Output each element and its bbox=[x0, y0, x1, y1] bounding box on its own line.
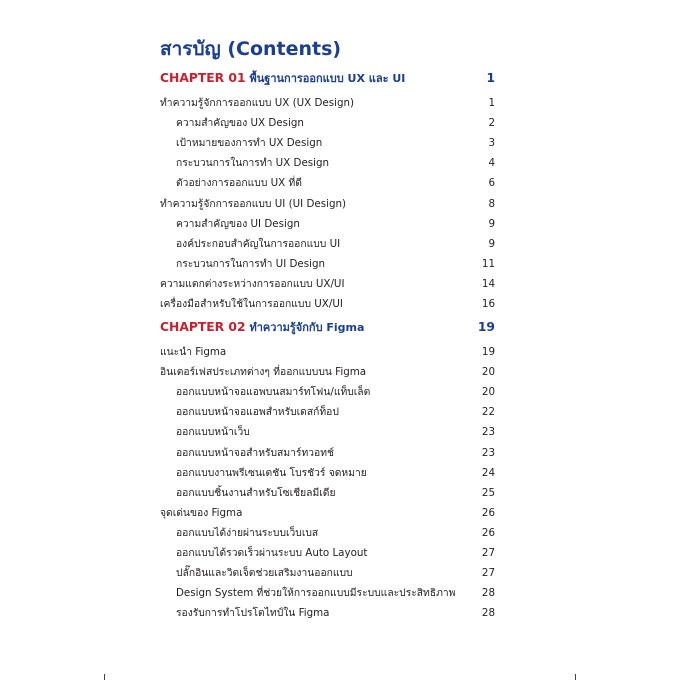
toc-entry[interactable] bbox=[0, 296, 680, 316]
toc-subentry[interactable] bbox=[0, 445, 680, 465]
entry-title: ตัวอย่างการออกแบบ UX ที่ดี bbox=[176, 177, 302, 190]
entry-title: เครื่องมือสำหรับใช้ในการออกแบบ UX/UI bbox=[160, 298, 343, 310]
toc-subentry[interactable] bbox=[0, 605, 680, 625]
chapter-heading[interactable] bbox=[0, 70, 680, 90]
toc-subentry[interactable] bbox=[0, 545, 680, 565]
entry-title: กระบวนการในการทำ UI Design bbox=[176, 257, 326, 270]
entry-page-number: 3 bbox=[488, 137, 495, 150]
toc-entry[interactable] bbox=[0, 364, 680, 384]
entry-title: เป้าหมายของการทำ UX Design bbox=[176, 137, 323, 150]
entry-page-number: 23 bbox=[481, 426, 495, 439]
chapter-heading[interactable] bbox=[0, 319, 680, 339]
entry-page-number: 25 bbox=[481, 486, 495, 499]
toc-subentry[interactable] bbox=[0, 404, 680, 424]
entry-title: ออกแบบหน้าจอแอพสำหรับเดสก์ท็อป bbox=[176, 406, 339, 419]
entry-title: ออกแบบได้รวดเร็วผ่านระบบ Auto Layout bbox=[176, 547, 368, 559]
entry-title: ออกแบบชิ้นงานสำหรับโซเชียลมีเดีย bbox=[176, 486, 336, 499]
toc-entry[interactable] bbox=[0, 276, 680, 296]
entry-title: ออกแบบหน้าจอแอพบนสมาร์ทโฟน/แท็บเล็ต bbox=[176, 386, 371, 399]
toc-subentry[interactable] bbox=[0, 135, 680, 155]
entry-title: อินเตอร์เฟสประเภทต่างๆ ที่ออกแบบบน Figma bbox=[160, 366, 367, 379]
entry-page-number: 9 bbox=[488, 237, 495, 250]
entry-title: ทำความรู้จักการออกแบบ UX (UX Design) bbox=[160, 97, 355, 109]
entry-title: ออกแบบหน้าจอสำหรับสมาร์ทวอทช์ bbox=[176, 446, 334, 459]
entry-page-number: 14 bbox=[481, 277, 495, 290]
chapter-page-number: 19 bbox=[477, 320, 495, 334]
entry-title: ความแตกต่างระหว่างการออกแบบ UX/UI bbox=[160, 277, 345, 290]
toc-subentry[interactable] bbox=[0, 216, 680, 236]
entry-page-number: 6 bbox=[488, 177, 495, 190]
entry-title: ออกแบบได้ง่ายผ่านระบบเว็บเบส bbox=[176, 526, 319, 539]
toc-subentry[interactable] bbox=[0, 465, 680, 485]
toc-subentry[interactable] bbox=[0, 485, 680, 505]
toc-subentry[interactable] bbox=[0, 384, 680, 404]
crop-mark bbox=[104, 674, 105, 680]
toc-subentry[interactable] bbox=[0, 115, 680, 135]
entry-title: ออกแบบงานพรีเซนเตชัน โบรชัวร์ จดหมาย bbox=[176, 466, 367, 479]
toc-subentry[interactable] bbox=[0, 155, 680, 175]
entry-title: กระบวนการในการทำ UX Design bbox=[176, 157, 330, 170]
entry-page-number: 19 bbox=[481, 346, 495, 358]
entry-title: Design System ที่ช่วยให้การออกแบบมีระบบและประสิทธิภาพ bbox=[176, 587, 456, 600]
toc-subentry[interactable] bbox=[0, 236, 680, 256]
entry-page-number: 26 bbox=[481, 526, 495, 539]
entry-page-number: 27 bbox=[481, 547, 495, 559]
entry-page-number: 11 bbox=[481, 257, 495, 270]
chapter-name: พื้นฐานการออกแบบ UX และ UI bbox=[249, 72, 406, 85]
entry-page-number: 23 bbox=[481, 446, 495, 459]
toc-entry[interactable] bbox=[0, 196, 680, 216]
chapter-name: ทำความรู้จักกับ Figma bbox=[249, 321, 365, 334]
entry-title: แนะนำ Figma bbox=[160, 346, 227, 358]
entry-page-number: 22 bbox=[481, 406, 495, 419]
entry-title: ความสำคัญของ UI Design bbox=[176, 217, 300, 230]
entry-title: จุดเด่นของ Figma bbox=[160, 506, 243, 519]
entry-page-number: 20 bbox=[481, 366, 495, 379]
entry-page-number: 28 bbox=[481, 607, 495, 620]
entry-page-number: 26 bbox=[481, 506, 495, 519]
toc-subentry[interactable] bbox=[0, 585, 680, 605]
page-title: สารบัญ (Contents) bbox=[160, 38, 342, 60]
entry-page-number: 28 bbox=[481, 587, 495, 600]
entry-title: ความสำคัญของ UX Design bbox=[176, 117, 304, 130]
toc-subentry[interactable] bbox=[0, 424, 680, 444]
chapter-number: CHAPTER 02 bbox=[160, 320, 246, 334]
entry-title: องค์ประกอบสำคัญในการออกแบบ UI bbox=[176, 237, 341, 250]
entry-page-number: 16 bbox=[481, 298, 495, 310]
toc-subentry[interactable] bbox=[0, 565, 680, 585]
entry-page-number: 27 bbox=[481, 567, 495, 580]
chapter-title bbox=[160, 70, 405, 87]
toc-subentry[interactable] bbox=[0, 175, 680, 195]
chapter-title bbox=[160, 319, 364, 336]
entry-page-number: 8 bbox=[488, 197, 495, 210]
entry-title: รองรับการทำโปรโตไทป์ใน Figma bbox=[176, 607, 330, 620]
entry-page-number: 20 bbox=[481, 386, 495, 399]
entry-title: ปลั๊กอินและวิดเจ็ตช่วยเสริมงานออกแบบ bbox=[176, 567, 353, 580]
chapter-number: CHAPTER 01 bbox=[160, 71, 246, 85]
entry-page-number: 9 bbox=[488, 217, 495, 230]
entry-page-number: 24 bbox=[481, 466, 495, 479]
entry-title: ออกแบบหน้าเว็บ bbox=[176, 426, 250, 439]
crop-mark bbox=[575, 674, 576, 680]
toc-entry[interactable] bbox=[0, 95, 680, 115]
toc-entry[interactable] bbox=[0, 505, 680, 525]
entry-page-number: 2 bbox=[488, 117, 495, 130]
entry-page-number: 4 bbox=[488, 157, 495, 170]
toc-subentry[interactable] bbox=[0, 256, 680, 276]
entry-page-number: 1 bbox=[488, 97, 495, 109]
entry-title: ทำความรู้จักการออกแบบ UI (UI Design) bbox=[160, 197, 347, 210]
toc-entry[interactable] bbox=[0, 344, 680, 364]
chapter-page-number: 1 bbox=[486, 71, 495, 85]
toc-subentry[interactable] bbox=[0, 525, 680, 545]
